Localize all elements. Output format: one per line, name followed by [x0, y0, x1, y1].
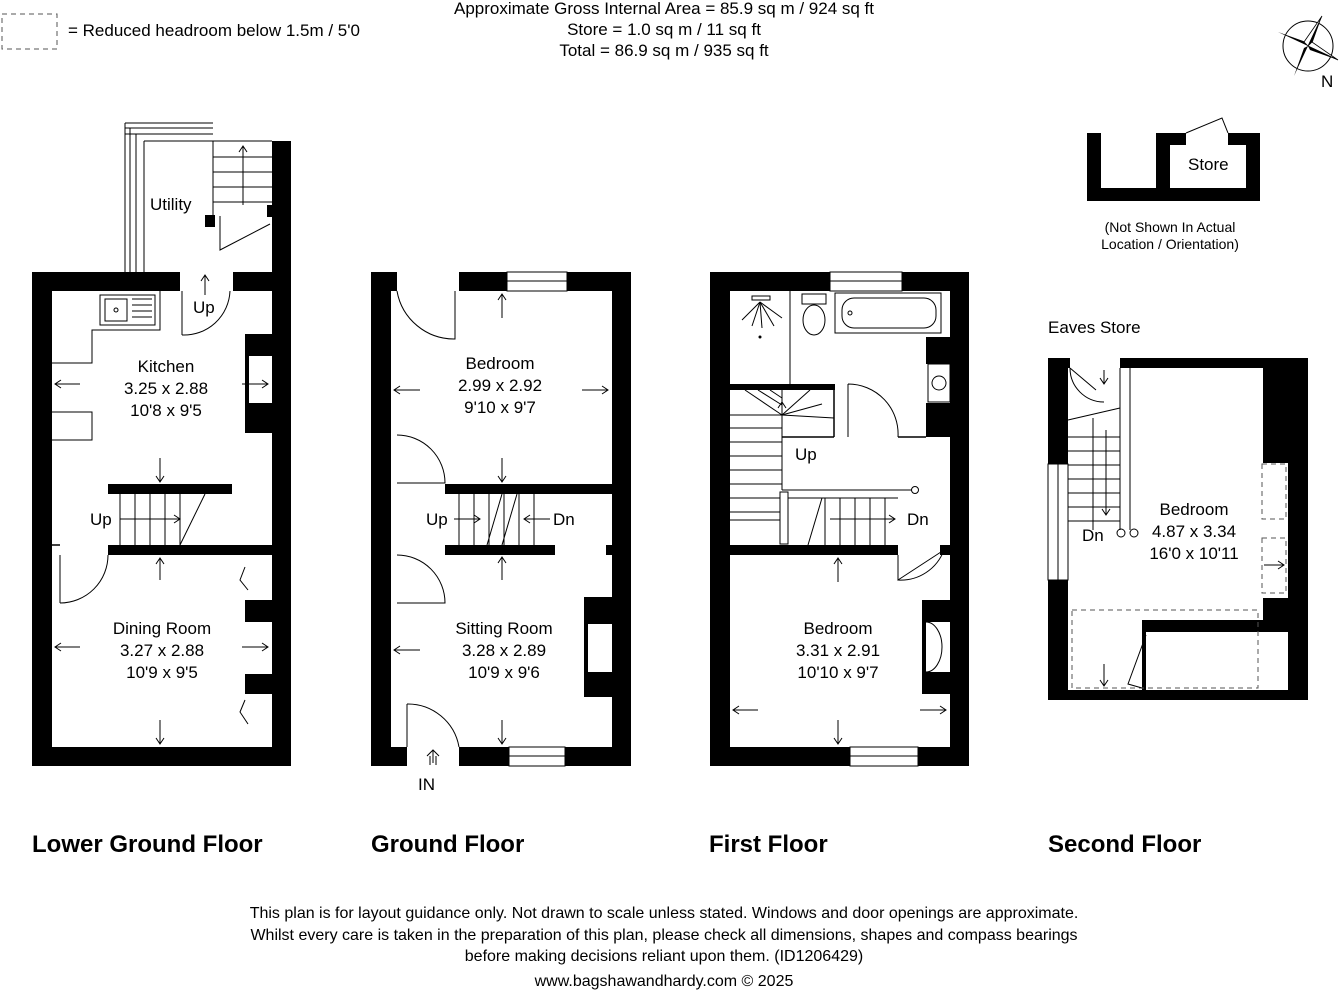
kitchen-room: [124, 357, 208, 420]
kitchen-metric: 3.25 x 2.88: [123, 379, 209, 398]
shower-icon: [742, 296, 782, 339]
ground-up-label: Up: [426, 510, 448, 529]
sitting-imperial: 10'9 x 9'6: [468, 663, 540, 682]
compass: [1278, 16, 1338, 91]
second-floor-title: Second Floor: [1048, 831, 1202, 858]
store-outbuilding: [1087, 118, 1260, 252]
utility-extension: [125, 123, 291, 274]
sitting-name: Sitting Room: [455, 619, 553, 638]
first-bedroom: [796, 619, 880, 682]
dining-name: Dining Room: [112, 619, 212, 638]
second-bedroom-name: Bedroom: [1159, 500, 1229, 519]
ground-floor-title: Ground Floor: [371, 831, 525, 858]
first-floor: [709, 272, 969, 858]
store-area-text: Store = 1.0 sq m / 11 sq ft: [567, 20, 761, 39]
dining-imperial: 10'9 x 9'5: [126, 663, 198, 682]
toilet-icon: [802, 294, 826, 335]
first-dn-label: Dn: [907, 510, 929, 529]
ground-floor: [371, 272, 631, 858]
sitting-room: [455, 619, 552, 682]
sitting-metric: 3.28 x 2.89: [461, 641, 547, 660]
website-text: www.bagshawandhardy.com © 2025: [534, 973, 794, 990]
disclaimer: [250, 905, 1079, 990]
store-note-line2: Location / Orientation): [1101, 236, 1239, 252]
kitchen-imperial: 10'8 x 9'5: [130, 401, 202, 420]
lower-up-label: Up: [90, 510, 112, 529]
north-label: N: [1321, 72, 1334, 91]
ground-bedroom-metric: 2.99 x 2.92: [457, 376, 543, 395]
gross-area-text: Approximate Gross Internal Area = 85.9 sq m / 924 sq ft: [453, 0, 875, 18]
store-note-line1: (Not Shown In Actual: [1104, 219, 1236, 235]
first-bedroom-imperial: 10'10 x 9'7: [797, 663, 879, 682]
first-up-label: Up: [795, 445, 817, 464]
second-floor: [1048, 318, 1308, 858]
legend: [2, 14, 360, 49]
ground-dn-label: Dn: [553, 510, 575, 529]
disclaimer-line3: before making decisions reliant upon them. (ID1206429): [464, 948, 864, 965]
first-bedroom-metric: 3.31 x 2.91: [795, 641, 881, 660]
disclaimer-line1: This plan is for layout guidance only. Not drawn to scale unless stated. Windows and door openings are approximate.: [249, 905, 1079, 922]
basin-icon: [928, 364, 950, 402]
bath-icon: [835, 293, 941, 333]
kitchen-name: Kitchen: [137, 357, 195, 376]
utility-label: Utility: [150, 195, 192, 214]
area-summary: [454, 0, 874, 60]
dining-metric: 3.27 x 2.88: [119, 641, 205, 660]
compass-star-icon: [1278, 16, 1338, 76]
ground-bedroom-imperial: 9'10 x 9'7: [464, 398, 536, 417]
legend-text: = Reduced headroom below 1.5m / 5'0: [68, 21, 360, 40]
second-bedroom-imperial: 16'0 x 10'11: [1149, 544, 1239, 563]
total-area-text: Total = 86.9 sq m / 935 sq ft: [559, 41, 769, 60]
ground-bedroom: [458, 354, 542, 417]
ground-bedroom-name: Bedroom: [465, 354, 535, 373]
second-dn-label: Dn: [1082, 526, 1104, 545]
lower-ground-floor: [32, 123, 291, 858]
store-label: Store: [1188, 155, 1229, 174]
dining-room: [113, 619, 211, 682]
second-bedroom-metric: 4.87 x 3.34: [1151, 522, 1237, 541]
lower-ground-floor-title: Lower Ground Floor: [32, 831, 263, 858]
reduced-headroom-swatch: [2, 14, 57, 49]
first-bedroom-name: Bedroom: [803, 619, 873, 638]
eaves-store-label: Eaves Store: [1048, 318, 1141, 337]
first-floor-title: First Floor: [709, 831, 828, 858]
entrance-label: IN: [418, 775, 435, 794]
disclaimer-line2: Whilst every care is taken in the preparation of this plan, please check all dimensions, shapes and compass bearings: [250, 927, 1078, 944]
second-bedroom: [1149, 500, 1238, 563]
kitchen-up-label: Up: [193, 298, 215, 317]
